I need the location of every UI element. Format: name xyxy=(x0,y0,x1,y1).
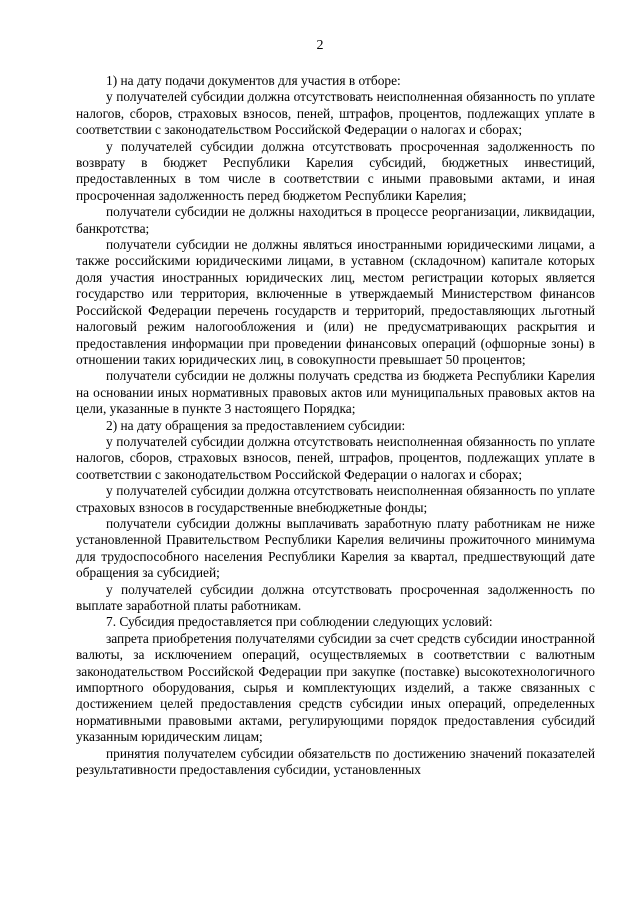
paragraph: получатели субсидии не должны получать средства из бюджета Республики Карелия на основании иных нормативных правовых актов или муниципальных правовых актов на цели, указанные в пункте 3 настоящего Порядка; xyxy=(76,368,595,417)
paragraph: у получателей субсидии должна отсутствовать неисполненная обязанность по уплате налогов, сборов, страховых взносов, пеней, штрафов, процентов, подлежащих уплате в соответствии с законодательством Российской Федерации о налогах и сборах; xyxy=(76,89,595,138)
paragraph: 7. Субсидия предоставляется при соблюдении следующих условий: xyxy=(106,614,493,630)
paragraph: получатели субсидии не должны находиться в процессе реорганизации, ликвидации, банкротства; xyxy=(76,204,595,236)
paragraph: получатели субсидии должны выплачивать заработную плату работникам не ниже установленной Правительством Республики Карелия величины прожиточного минимума для трудоспособного населения Республики Карелия за квартал, предшествующий дате обращения за субсидией; xyxy=(76,515,595,581)
document-body xyxy=(76,73,595,778)
paragraph: 1) на дату подачи документов для участия в отборе: xyxy=(106,73,401,88)
paragraph: у получателей субсидии должна отсутствовать просроченная задолженность по возврату в бюджет Республики Карелия субсидий, бюджетных инвестиций, предоставленных в том числе в соответствии с иными правовыми актами, и иная просроченная задолженность перед бюджетом Республики Карелия; xyxy=(76,138,595,203)
page-number: 2 xyxy=(316,38,324,53)
paragraph: принятия получателем субсидии обязательств по достижению значений показателей результативности предоставления субсидии, установленных xyxy=(76,745,595,778)
paragraph: у получателей субсидии должна отсутствовать неисполненная обязанность по уплате страховых взносов в государственные внебюджетные фонды; xyxy=(76,483,595,515)
paragraph: получатели субсидии не должны являться иностранными юридическими лицами, а также российскими юридическими лицами, в уставном (складочном) капитале которых доля участия иностранных юридических лиц, местом регистрации которых является государство или территория, включенные в утверждаемый Министерством финансов Российской Федерации перечень государств и территорий, предоставляющих льготный налоговый режим налогообложения и (или) не предусматривающих раскрытия и предоставления информации при проведении финансовых операций (офшорные зоны) в отношении таких юридических лиц, в совокупности превышает 50 процентов; xyxy=(76,237,595,367)
paragraph: у получателей субсидии должна отсутствовать неисполненная обязанность по уплате налогов, сборов, страховых взносов, пеней, штрафов, процентов, подлежащих уплате в соответствии с законодательством Российской Федерации о налогах и сборах; xyxy=(76,433,595,482)
paragraph: 2) на дату обращения за предоставлением субсидии: xyxy=(106,417,406,433)
paragraph: запрета приобретения получателями субсидии за счет средств субсидии иностранной валюты, за исключением операций, осуществляемых в соответствии с валютным законодательством Российской Федерации при закупке (поставке) высокотехнологичного импортного оборудования, сырья и комплектующих изделий, а также связанных с достижением целей предоставления средств субсидии иных операций, определенных нормативными правовыми актами, регулирующими порядок предоставления субсидий указанным юридическим лицам; xyxy=(76,630,595,745)
paragraph: у получателей субсидии должна отсутствовать просроченная задолженность по выплате заработной платы работникам. xyxy=(76,581,595,613)
